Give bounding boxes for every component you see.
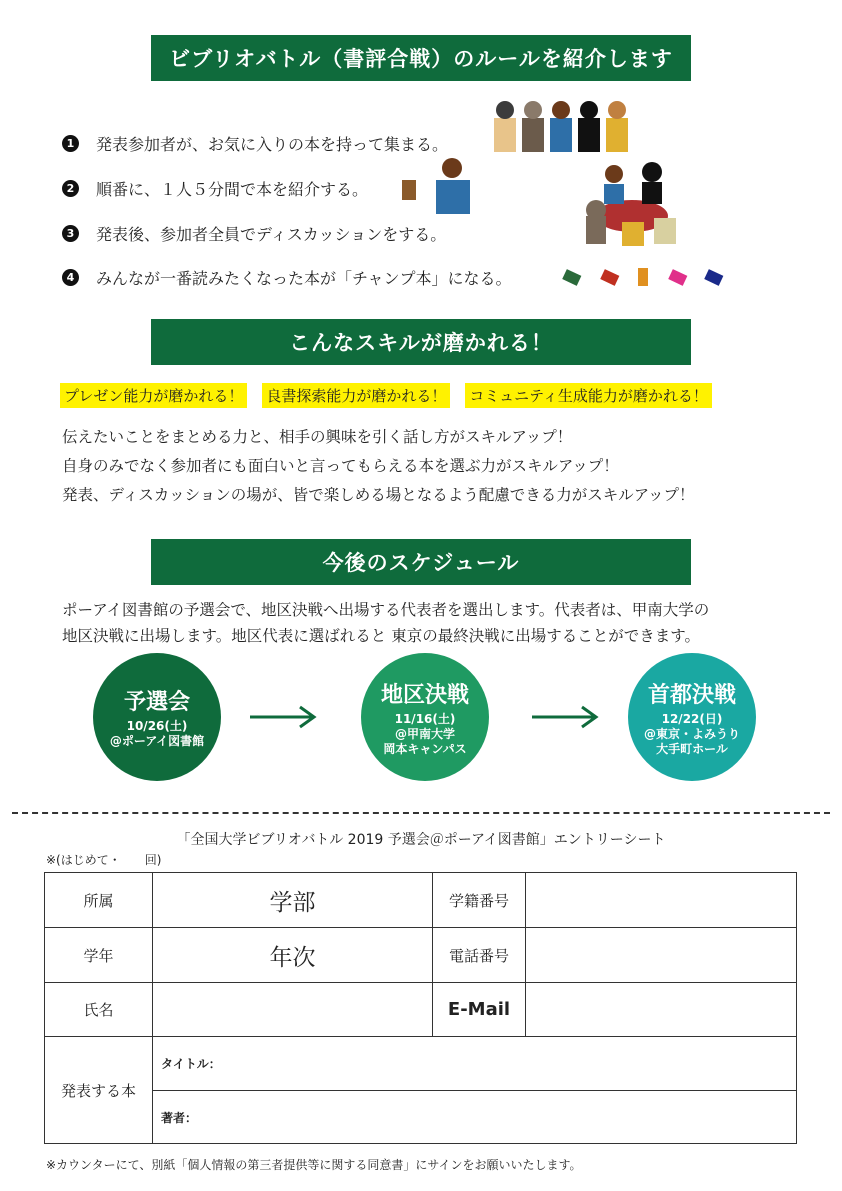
books-illustration-icon — [562, 266, 726, 288]
label-affiliation: 所属 — [45, 873, 153, 928]
stage-place: @甲南大学 — [394, 726, 455, 741]
stage-date: 12/22(日) — [661, 711, 723, 726]
rule-text: 発表後、参加者全員でディスカッションをする。 — [96, 225, 447, 244]
skill-tag: 良書探索能力が磨かれる！ — [262, 383, 450, 408]
entry-sheet-title: 「全国大学ビブリオバトル 2019 予選会＠ポーアイ図書館」エントリーシート — [176, 832, 666, 848]
skill-line: 伝えたいことをまとめる力と、相手の興味を引く話し方がスキルアップ！ — [62, 428, 573, 446]
number-badge: 2 — [62, 180, 79, 197]
stage-name: 地区決戦 — [380, 682, 469, 708]
label-email: E-Mail — [433, 983, 526, 1037]
student-no-field[interactable] — [526, 873, 797, 928]
email-field[interactable] — [526, 983, 797, 1037]
skill-tags — [60, 383, 712, 408]
rule-item — [62, 266, 512, 289]
rule-text: みんなが一番読みたくなった本が「チャンプ本」になる。 — [96, 269, 512, 288]
label-book: 発表する本 — [45, 1037, 153, 1144]
number-badge: 1 — [62, 135, 79, 152]
label-student-no: 学籍番号 — [433, 873, 526, 928]
year-field[interactable]: 年次 — [153, 928, 433, 983]
schedule-line: ポーアイ図書館の予選会で、地区決戦へ出場する代表者を選出します。代表者は、甲南大学の — [62, 601, 710, 619]
stage-date: 11/16(土) — [394, 711, 456, 726]
number-badge: 3 — [62, 225, 79, 242]
stage-place: @ポーアイ図書館 — [109, 734, 205, 748]
name-field[interactable] — [153, 983, 433, 1037]
arrow-right-icon — [530, 705, 600, 729]
stage-final — [628, 653, 756, 781]
stage-name: 首都決戦 — [647, 682, 736, 708]
arrow-right-icon — [248, 705, 318, 729]
rule-item — [62, 132, 448, 155]
stage-place: 大手町ホール — [656, 741, 728, 756]
footnote: ※カウンターにて、別紙「個人情報の第三者提供等に関する同意書」にサインをお願いいたします。 — [46, 1158, 582, 1172]
audience-illustration-icon — [492, 98, 632, 154]
schedule-line: 地区決戦に出場します。地区代表に選ばれると 東京の最終決戦に出場することができます。 — [62, 627, 700, 645]
stage-name: 予選会 — [123, 690, 190, 715]
label-grade: 学年 — [45, 928, 153, 983]
rules-banner: ビブリオバトル（書評合戦）のルールを紹介します — [151, 35, 691, 81]
rule-text: 発表参加者が、お気に入りの本を持って集まる。 — [96, 135, 449, 154]
skill-tag: コミュニティ生成能力が磨かれる！ — [465, 383, 712, 408]
stage-preliminary — [93, 653, 221, 781]
rule-item — [62, 222, 446, 245]
book-title-field[interactable]: タイトル： — [153, 1037, 797, 1091]
rule-item — [62, 177, 368, 200]
skill-description — [62, 423, 695, 510]
phone-field[interactable] — [526, 928, 797, 983]
skill-tag: プレゼン能力が磨かれる！ — [60, 383, 247, 408]
skill-line: 自身のみでなく参加者にも面白いと言ってもらえる本を選ぶ力がスキルアップ！ — [62, 457, 619, 475]
discussion-illustration-icon — [582, 160, 682, 246]
label-name: 氏名 — [45, 983, 153, 1037]
skills-banner: こんなスキルが磨かれる！ — [151, 319, 691, 365]
stage-place: @東京・よみうり — [643, 726, 740, 741]
stage-regional — [361, 653, 489, 781]
cut-line — [12, 812, 830, 814]
label-phone: 電話番号 — [433, 928, 526, 983]
author-field[interactable]: 著者： — [153, 1091, 797, 1144]
faculty-field[interactable]: 学部 — [153, 873, 433, 928]
number-badge: 4 — [62, 269, 79, 286]
stage-place: 岡本キャンパス — [383, 741, 467, 756]
skill-line: 発表、ディスカッションの場が、皆で楽しめる場となるよう配慮できる力がスキルアップ！ — [62, 486, 695, 504]
first-time-field: ※(はじめて・ 回) — [46, 853, 162, 867]
rule-text: 順番に、１人５分間で本を紹介する。 — [96, 180, 369, 199]
stage-date: 10/26(土) — [126, 719, 188, 733]
entry-form — [44, 872, 797, 1144]
presenter-illustration-icon — [400, 156, 476, 216]
schedule-description — [62, 597, 709, 649]
schedule-banner: 今後のスケジュール — [151, 539, 691, 585]
